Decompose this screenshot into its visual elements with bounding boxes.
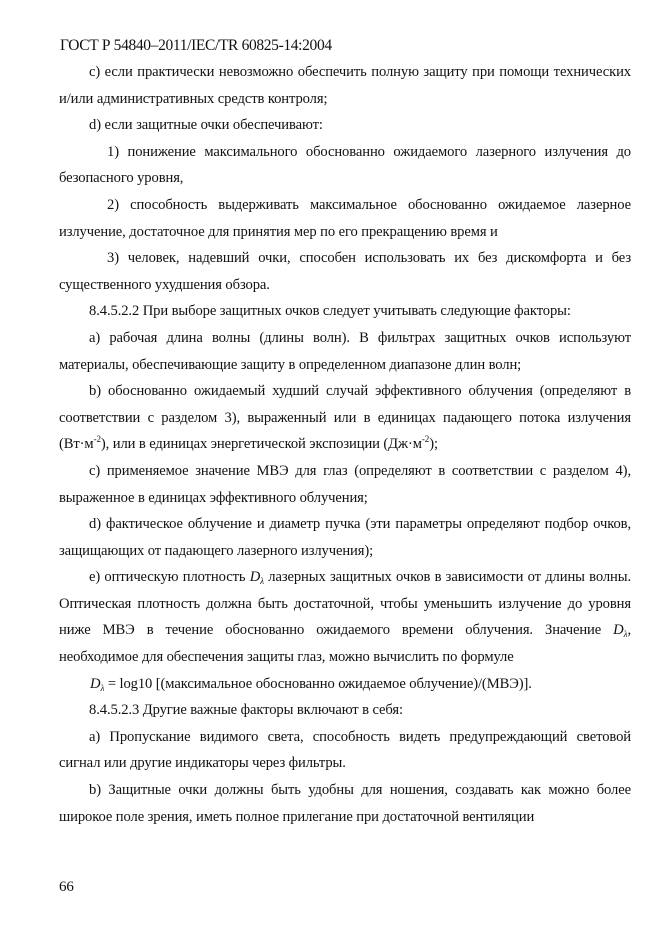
page-number: 66: [59, 879, 74, 895]
factor-e: e) оптическую плотность $D_\lambda$ лазерных защитных очков в зависимости от длины волны. Оптическая плотность должна быть достаточной, чтобы уменьшить излучение до уровня ниже МВЭ в течение обоснованно ожидаемого времени облучения. Значение $D_\lambda$, необходимое для обеспечения защиты глаз, можно вычислить по формуле: [59, 569, 631, 666]
section-8-4-5-2-3: 8.4.5.2.3 Другие важные факторы включают в себя:: [89, 702, 403, 719]
paragraph-d: d) если защитные очки обеспечивают:: [89, 117, 323, 134]
document-header: ГОСТ Р 54840–2011/IEC/TR 60825-14:2004: [60, 37, 332, 54]
formula: $D_\lambda = \log 10$ [(максимальное обоснованно ожидаемое облучение)/(МВЭ)].: [90, 675, 532, 693]
exponent: -2: [93, 434, 101, 445]
optical-density-symbol: $D_\lambda$: [90, 675, 105, 693]
paragraph-c: c) если практически невозможно обеспечить полную защиту при помощи технических и/или административных средств контроля;: [59, 64, 631, 107]
other-factor-a: a) Пропускание видимого света, способность видеть предупреждающий световой сигнал или другие индикаторы через фильтры.: [59, 728, 631, 772]
list-item-2: 2) способность выдерживать максимальное обоснованно ожидаемое лазерное излучение, достаточное для принятия мер по его прекращению время и: [59, 196, 631, 240]
list-item-3: 3) человек, надевший очки, способен использовать их без дискомфорта и без существенного ухудшения обзора.: [59, 250, 631, 293]
exponent: -2: [421, 434, 430, 445]
factor-c: c) применяемое значение МВЭ для глаз (определяют в соответствии с разделом 4), выраженное в единицах эффективного облучения;: [59, 462, 631, 506]
section-8-4-5-2-2: 8.4.5.2.2 При выборе защитных очков следует учитывать следующие факторы:: [89, 303, 571, 320]
factor-d: d) фактическое облучение и диаметр пучка (эти параметры определяют подбор очков, защищающих от падающего лазерного излучения);: [59, 516, 631, 559]
factor-b: b) обоснованно ожидаемый худший случай эффективного облучения (определяют в соответствии с разделом 3), выраженный или в единицах падающего потока излучения $(Вт\cdot м^{-2})$, или в единицах энергетической экспозиции $(Дж\cdot м^{-2})$;: [59, 383, 631, 453]
optical-density-symbol: $D_\lambda$: [249, 569, 264, 587]
document-body: [59, 59, 631, 830]
factor-a: a) рабочая длина волны (длины волн). В фильтрах защитных очков используют материалы, обеспечивающие защиту в определенном диапазоне длин волн;: [59, 329, 631, 373]
list-item-1: 1) понижение максимального обоснованно ожидаемого лазерного излучения до безопасного уровня,: [59, 143, 631, 187]
other-factor-b: b) Защитные очки должны быть удобны для ношения, создавать как можно более широкое поле зрения, иметь полное прилегание при достаточной вентиляции: [59, 782, 631, 825]
optical-density-symbol: $D_\lambda$: [613, 622, 628, 640]
